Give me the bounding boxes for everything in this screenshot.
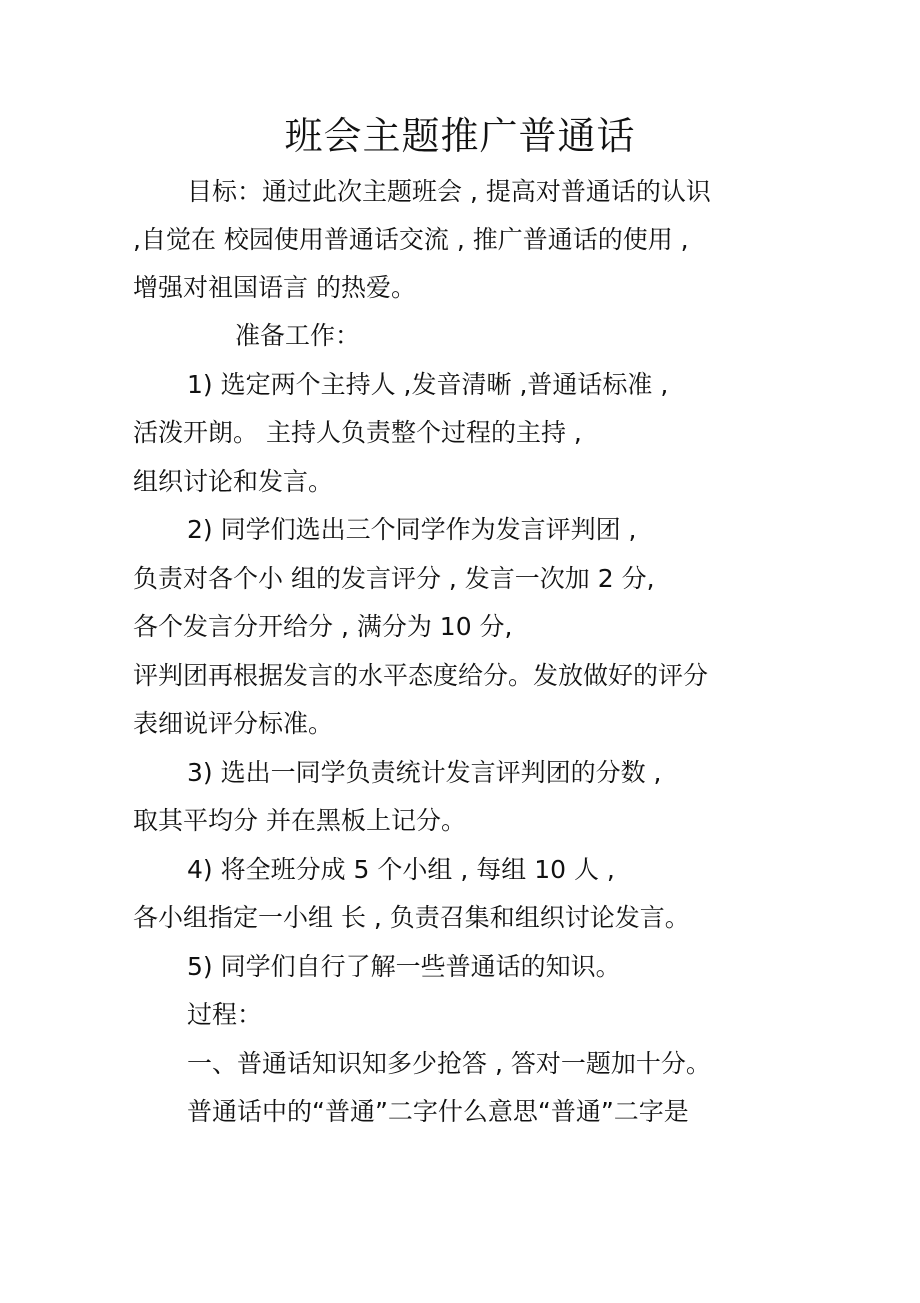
goal-line-2: ,自觉在 校园使用普通话交流 , 推广普通话的使用 , bbox=[133, 225, 689, 254]
document-title: 班会主题推广普通话 bbox=[284, 114, 636, 158]
goal-line-1: 目标：通过此次主题班会 , 提高对普通话的认识 bbox=[187, 177, 711, 206]
prep-item-2-line-2: 负责对各个小 组的发言评分 , 发言一次加 2 分, bbox=[133, 564, 655, 593]
process-step-1: 一、普通话知识知多少抢答 , 答对一题加十分。 bbox=[187, 1049, 711, 1078]
prep-item-2-line-3: 各个发言分开给分 , 满分为 10 分, bbox=[133, 612, 513, 641]
quiz-question-line: 普通话中的“普通”二字什么意思“普通”二字是 bbox=[187, 1097, 689, 1126]
goal-line-3: 增强对祖国语言 的热爱。 bbox=[133, 273, 416, 302]
preparation-heading: 准备工作： bbox=[235, 321, 361, 350]
prep-item-5: 5) 同学们自行了解一些普通话的知识。 bbox=[187, 952, 621, 981]
prep-item-4-line-2: 各小组指定一小组 长 , 负责召集和组织讨论发言。 bbox=[133, 903, 690, 932]
prep-item-4-line-1: 4) 将全班分成 5 个小组 , 每组 10 人 , bbox=[187, 855, 615, 884]
prep-item-1-line-2: 活泼开朗。 主持人负责整个过程的主持 , bbox=[133, 418, 582, 447]
prep-item-3-line-1: 3) 选出一同学负责统计发言评判团的分数 , bbox=[187, 758, 662, 787]
prep-item-1-line-1: 1) 选定两个主持人 ,发音清晰 ,普通话标准 , bbox=[187, 370, 669, 399]
prep-item-2-line-4: 评判团再根据发言的水平态度给分。发放做好的评分 bbox=[133, 661, 709, 690]
prep-item-2-line-1: 2) 同学们选出三个同学作为发言评判团 , bbox=[187, 515, 637, 544]
prep-item-1-line-3: 组织讨论和发言。 bbox=[133, 467, 334, 496]
process-heading: 过程： bbox=[187, 1000, 263, 1029]
prep-item-2-line-5: 表细说评分标准。 bbox=[133, 709, 334, 738]
prep-item-3-line-2: 取其平均分 并在黑板上记分。 bbox=[133, 806, 466, 835]
